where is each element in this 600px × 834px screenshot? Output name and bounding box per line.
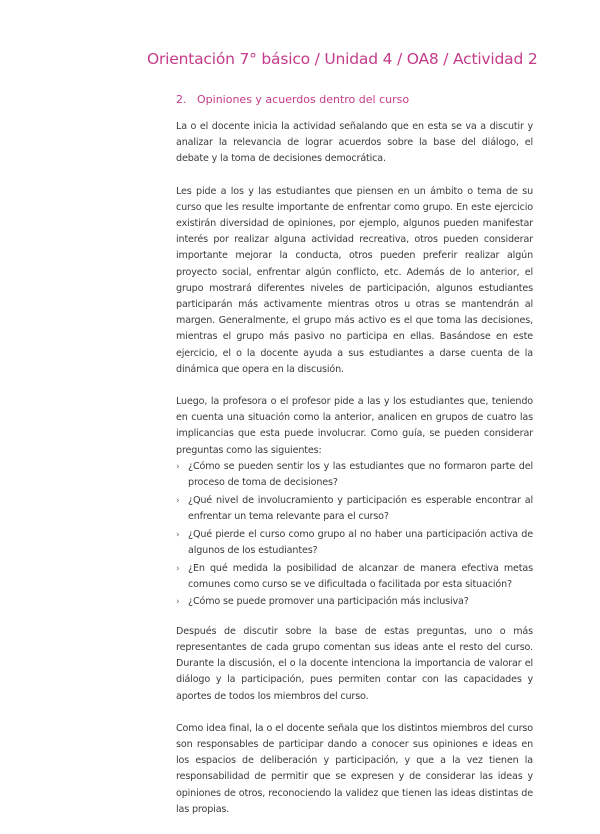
page-header-title: Orientación 7° básico / Unidad 4 / OA8 / Actividad 2 [147, 50, 538, 68]
list-item [176, 594, 533, 610]
list-item-text: ¿Cómo se pueden sentir los y las estudiantes que no formaron parte del proceso de toma de decisiones? [188, 460, 533, 489]
list-item [176, 527, 533, 559]
list-item-text: ¿En qué medida la posibilidad de alcanzar de manera efectiva metas comunes como curso se ve dificultada o facilitada por esta situación? [188, 562, 533, 590]
list-item [176, 561, 533, 593]
chevron-right-icon: › [176, 495, 180, 506]
question-list [176, 459, 533, 611]
document-body [176, 119, 533, 834]
chevron-right-icon: › [176, 597, 180, 608]
section-heading [176, 93, 409, 106]
list-item-text: ¿Qué pierde el curso como grupo al no haber una participación activa de algunos de los estudiantes? [188, 528, 533, 556]
chevron-right-icon: › [176, 461, 180, 472]
chevron-right-icon: › [176, 529, 180, 540]
paragraph-intro: La o el docente inicia la actividad señalando que en esta se va a discutir y analizar la relevancia de lograr acuerdos sobre la base del diálogo, el debate y la toma de decisiones democrática. [176, 121, 533, 165]
section-number: 2. [176, 93, 187, 106]
paragraph-exercise: Les pide a los y las estudiantes que piensen en un ámbito o tema de su curso que les resulte importante de enfrentar como grupo. En este ejercicio existirán diversidad de opiniones, por ejemplo, algunos pueden manifestar interés por realizar alguna actividad recreativa, otros pueden considerar importante mejorar la conducta, otros pueden preferir realizar algún proyecto social, enfrentar algún conflicto, etc. Además de lo anterior, el grupo mostrará diferentes niveles de participación, algunos estudiantes participarán más activamente mientras otros u otras se mantendrán al margen. Generalmente, el grupo más activo es el que toma las decisiones, mientras el grupo más pasivo no participa en ellas. Basándose en este ejercicio, el o la docente ayuda a sus estudiantes a darse cuenta de la dinámica que opera en la discusión. [176, 185, 533, 375]
list-item-text: ¿Qué nivel de involucramiento y participación es esperable encontrar al enfrentar un tema relevante para el curso? [188, 494, 533, 522]
paragraph-discussion: Después de discutir sobre la base de estas preguntas, uno o más representantes de cada grupo comentan sus ideas ante el resto del curso. Durante la discusión, el o la docente intenciona la importancia de valorar el diálogo y la participación, pues permiten contar con las capacidades y aportes de todos los miembros del curso. [176, 625, 533, 702]
section-title-text: Opiniones y acuerdos dentro del curso [197, 93, 410, 106]
paragraph-group-analysis: Luego, la profesora o el profesor pide a las y los estudiantes que, teniendo en cuenta una situación como la anterior, analicen en grupos de cuatro las implicancias que esta puede involucrar. Como guía, se pueden considerar preguntas como las siguientes: [176, 396, 533, 456]
list-item-text: ¿Cómo se puede promover una participación más inclusiva? [188, 596, 469, 608]
paragraph-final-idea: Como idea final, la o el docente señala que los distintos miembros del curso son responsables de participar dando a conocer sus opiniones e ideas en los espacios de deliberación y participación, y que a la vez tienen la responsabilidad de permitir que se expresen y de considerar las ideas y opiniones de otros, reconociendo la validez que tienen las ideas distintas de las propias. [176, 722, 533, 815]
list-item [176, 493, 533, 525]
chevron-right-icon: › [176, 563, 180, 574]
list-item [176, 459, 533, 491]
